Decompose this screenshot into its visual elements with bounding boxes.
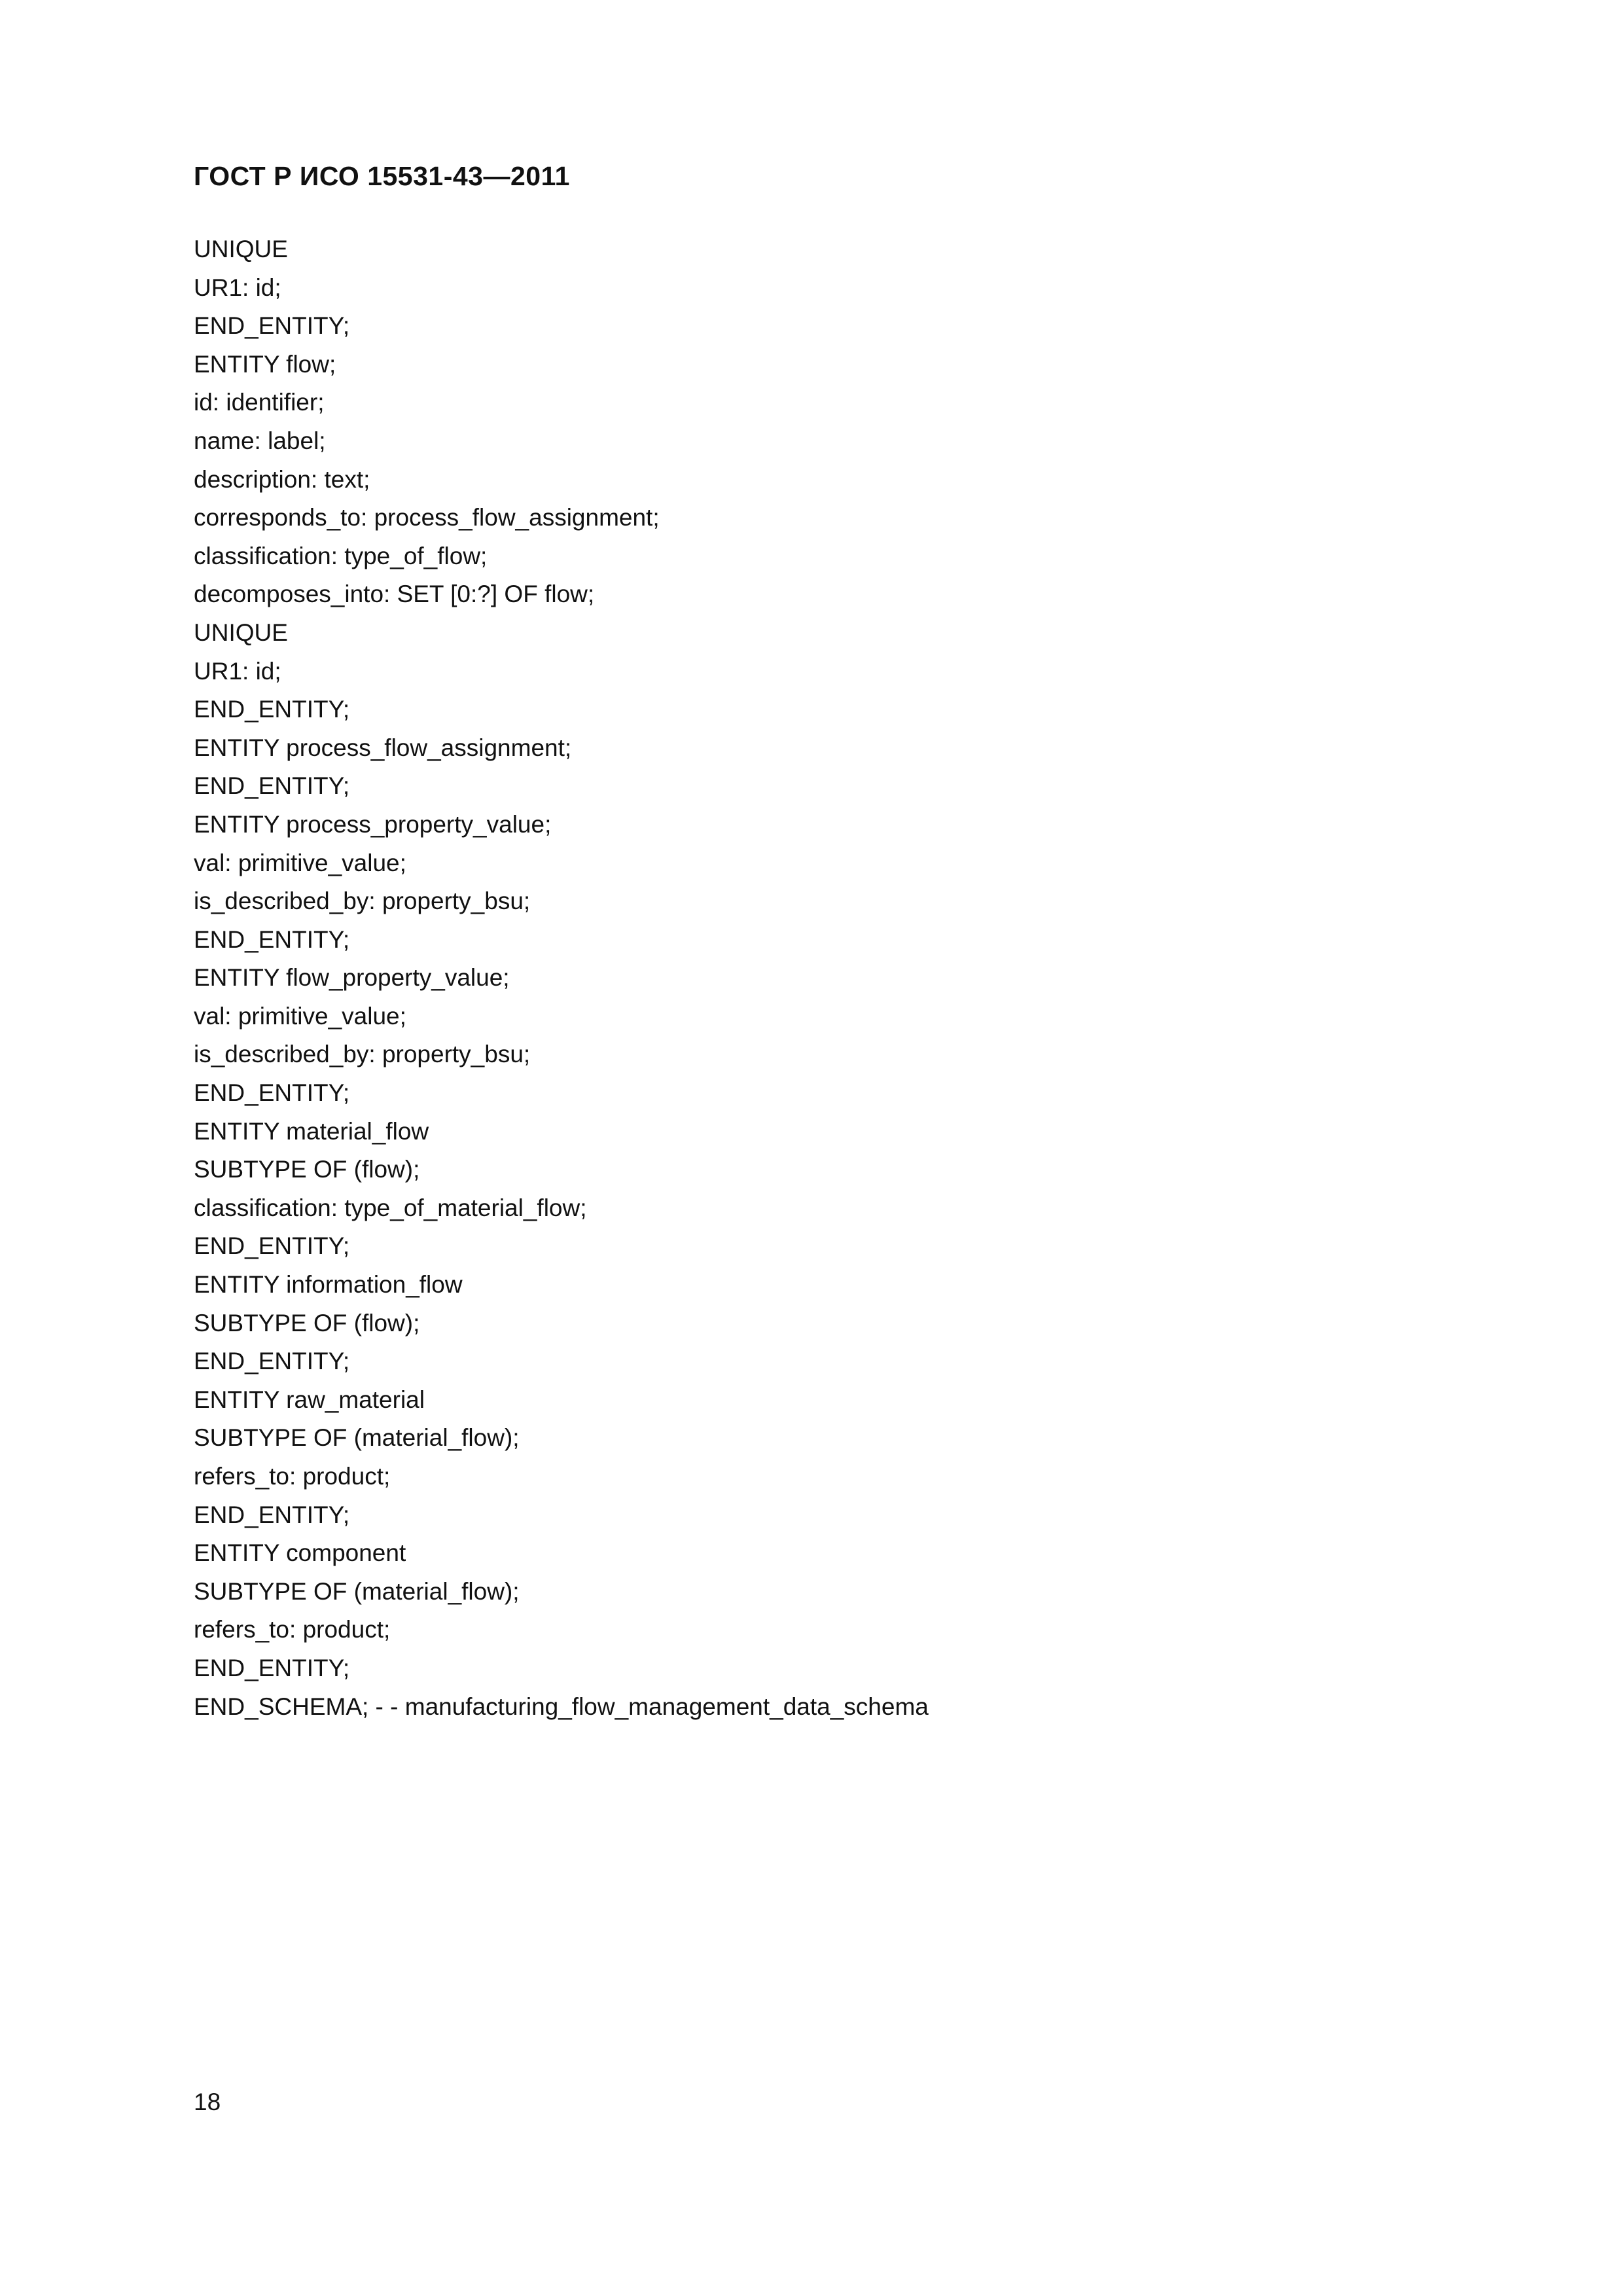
code-line: is_described_by: property_bsu; — [194, 888, 531, 915]
code-line: val: primitive_value; — [194, 849, 406, 876]
code-line: END_ENTITY; — [194, 925, 350, 953]
code-line: refers_to: product; — [194, 1616, 391, 1643]
code-line: SUBTYPE OF (material_flow); — [194, 1424, 520, 1452]
code-line: END_ENTITY; — [194, 1654, 350, 1681]
code-line: classification: type_of_material_flow; — [194, 1194, 587, 1221]
document-header: ГОСТ Р ИСО 15531-43—2011 — [194, 161, 570, 191]
code-line: SUBTYPE OF (flow); — [194, 1156, 420, 1183]
code-line: END_SCHEMA; - - manufacturing_flow_management_data_schema — [194, 1693, 929, 1720]
code-line: description: text; — [194, 465, 370, 493]
code-line: classification: type_of_flow; — [194, 542, 488, 569]
code-line: END_ENTITY; — [194, 1232, 350, 1260]
code-line: is_described_by: property_bsu; — [194, 1041, 531, 1068]
code-line: END_ENTITY; — [194, 1348, 350, 1375]
code-line: refers_to: product; — [194, 1463, 391, 1490]
code-line: UR1: id; — [194, 274, 281, 301]
code-line: ENTITY component — [194, 1539, 406, 1567]
code-line: END_ENTITY; — [194, 1079, 350, 1107]
code-line: END_ENTITY; — [194, 772, 350, 800]
code-line: id: identifier; — [194, 389, 325, 416]
code-line: SUBTYPE OF (flow); — [194, 1309, 420, 1336]
code-line: END_ENTITY; — [194, 1501, 350, 1528]
code-line: val: primitive_value; — [194, 1002, 406, 1030]
code-line: ENTITY flow_property_value; — [194, 964, 510, 992]
code-line: SUBTYPE OF (material_flow); — [194, 1577, 520, 1605]
code-line: ENTITY process_property_value; — [194, 810, 552, 838]
express-schema-listing — [194, 230, 929, 1726]
code-line: corresponds_to: process_flow_assignment; — [194, 504, 660, 531]
code-line: UNIQUE — [194, 619, 288, 646]
code-line: decomposes_into: SET [0:?] OF flow; — [194, 581, 595, 608]
code-line: name: label; — [194, 427, 326, 454]
code-line: END_ENTITY; — [194, 312, 350, 340]
code-line: END_ENTITY; — [194, 696, 350, 723]
code-line: UNIQUE — [194, 236, 288, 262]
code-line: UR1: id; — [194, 657, 281, 685]
page-number: 18 — [194, 2089, 221, 2115]
code-line: ENTITY raw_material — [194, 1386, 425, 1413]
code-line: ENTITY material_flow — [194, 1117, 429, 1145]
code-line: ENTITY process_flow_assignment; — [194, 734, 572, 761]
code-line: ENTITY flow; — [194, 350, 336, 378]
code-line: ENTITY information_flow — [194, 1271, 463, 1299]
